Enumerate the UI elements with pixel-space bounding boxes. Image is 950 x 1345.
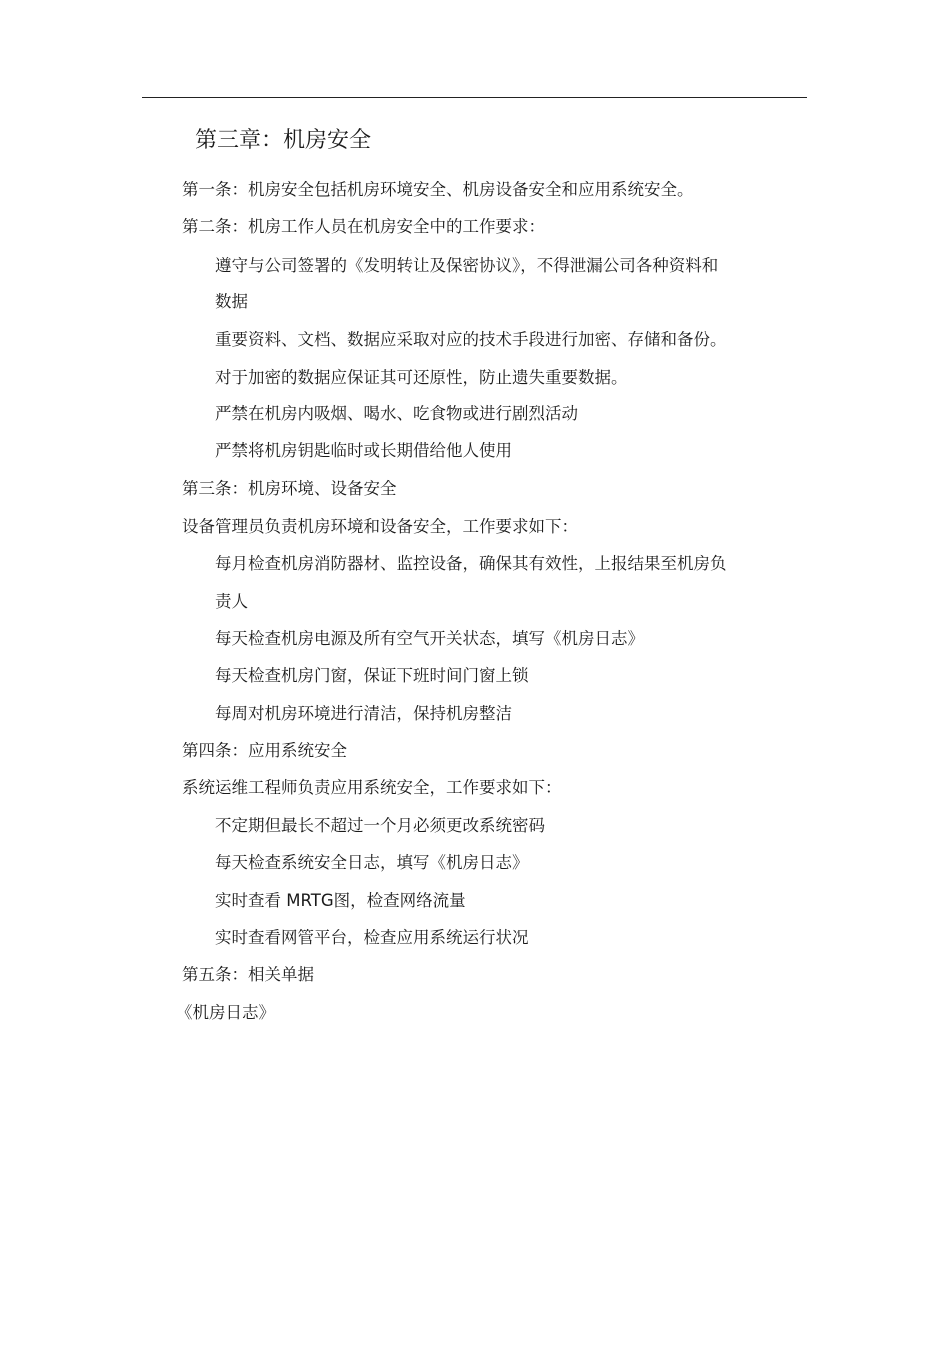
article-5: 第五条：相关单据: [182, 965, 314, 984]
chapter-title: 第三章：机房安全: [195, 128, 372, 153]
article-4-item-4: 实时查看网管平台，检查应用系统运行状况: [215, 928, 529, 947]
article-2-item-1-cont: 数据: [215, 292, 248, 311]
article-3-item-1-cont: 责人: [215, 592, 248, 611]
article-2-item-5: 严禁将机房钥匙临时或长期借给他人使用: [215, 441, 512, 460]
article-2-item-3: 对于加密的数据应保证其可还原性，防止遗失重要数据。: [215, 368, 628, 387]
article-4-item-1: 不定期但最长不超过一个月必须更改系统密码: [215, 816, 545, 835]
article-2-item-1: 遵守与公司签署的《发明转让及保密协议》，不得泄漏公司各种资料和: [215, 256, 719, 275]
article-4-item-2: 每天检查系统安全日志，填写《机房日志》: [215, 853, 529, 872]
article-3-item-1: 每月检查机房消防器材、监控设备，确保其有效性，上报结果至机房负: [215, 554, 727, 573]
article-3: 第三条：机房环境、设备安全: [182, 479, 397, 498]
article-2: 第二条：机房工作人员在机房安全中的工作要求：: [182, 217, 545, 236]
related-form: 《机房日志》: [176, 1003, 275, 1022]
article-4-intro: 系统运维工程师负责应用系统安全，工作要求如下：: [182, 778, 562, 797]
article-4: 第四条：应用系统安全: [182, 741, 347, 760]
article-4-item-3: 实时查看 MRTG图，检查网络流量: [215, 891, 466, 910]
header-rule: [142, 97, 807, 98]
article-3-item-3: 每天检查机房门窗，保证下班时间门窗上锁: [215, 666, 529, 685]
article-3-intro: 设备管理员负责机房环境和设备安全，工作要求如下：: [182, 517, 578, 536]
article-1: 第一条：机房安全包括机房环境安全、机房设备安全和应用系统安全。: [182, 180, 694, 199]
article-2-item-4: 严禁在机房内吸烟、喝水、吃食物或进行剧烈活动: [215, 404, 578, 423]
article-3-item-4: 每周对机房环境进行清洁，保持机房整洁: [215, 704, 512, 723]
article-3-item-2: 每天检查机房电源及所有空气开关状态，填写《机房日志》: [215, 629, 644, 648]
article-2-item-2: 重要资料、文档、数据应采取对应的技术手段进行加密、存储和备份。: [215, 330, 727, 349]
